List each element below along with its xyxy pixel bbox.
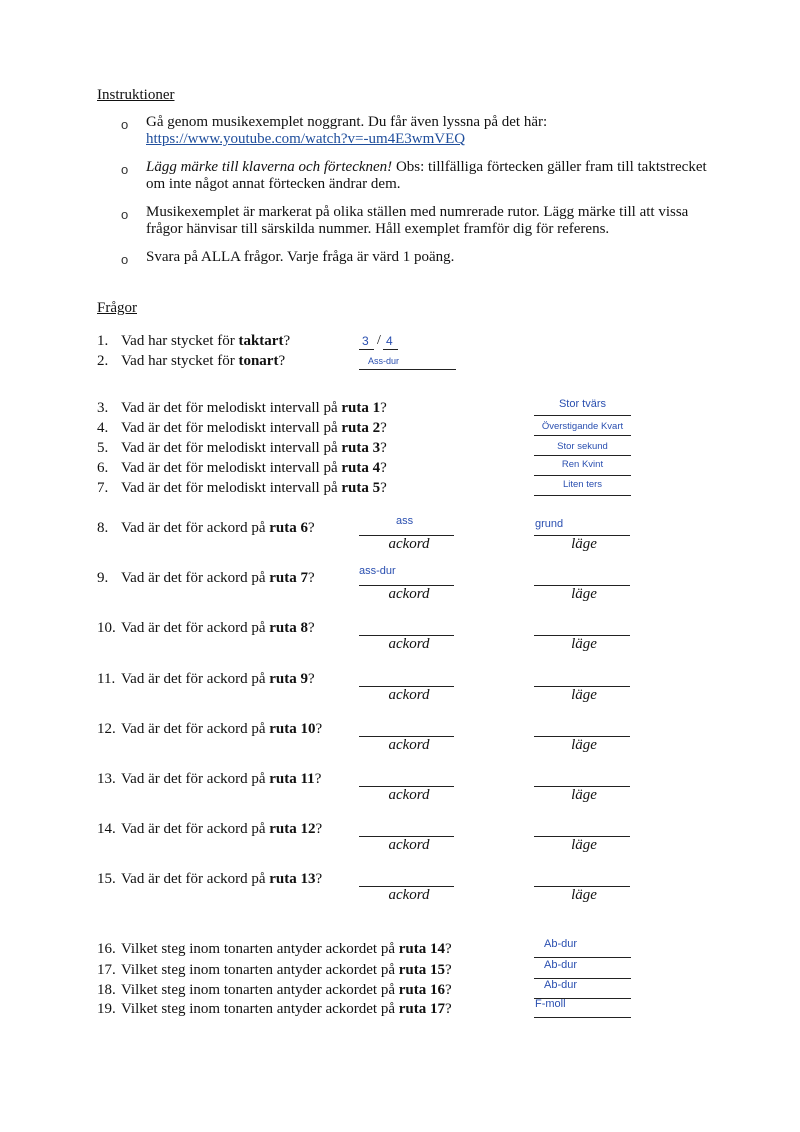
answer-line (534, 957, 631, 958)
chord-answer[interactable]: ass (396, 515, 414, 527)
chord-label: ackord (388, 686, 430, 703)
key-answer[interactable]: Ass-dur (368, 356, 400, 366)
slash: / (377, 333, 381, 348)
interval-answer[interactable]: Ren Kvint (561, 459, 604, 470)
interval-answer[interactable]: Liten ters (562, 479, 603, 490)
chord-label: ackord (388, 536, 430, 552)
bullet-icon: o (121, 207, 129, 222)
answer-line (534, 415, 631, 416)
time-signature-top-answer[interactable]: 3 (362, 334, 369, 348)
instruction-3-line1: Musikexemplet är markerat på olika ställen med numrerade rutor. Lägg märke till att vissa (146, 204, 689, 220)
answer-line (534, 435, 631, 436)
interval-answer[interactable]: Stor tvärs (558, 398, 607, 410)
position-label: läge (571, 636, 597, 653)
chord-question-12: 12. Vad är det för ackord på ruta 10? (97, 720, 323, 737)
position-label: läge (571, 736, 597, 753)
chord-question-10: 10. Vad är det för ackord på ruta 8? (97, 620, 315, 637)
question-1: 1. Vad har stycket för taktart? (97, 333, 291, 349)
bullet-icon: o (121, 252, 129, 267)
time-signature-bottom-answer[interactable]: 4 (386, 334, 393, 348)
instruction-2-line1: Lägg märke till klaverna och förtecknen! Obs: tillfälliga förtecken gäller fram till taktstrecket (146, 159, 707, 175)
chord-question-13: 13. Vad är det för ackord på ruta 11? (97, 771, 322, 787)
instruction-2-line2: om inte något annat förtecken ändrar dem. (146, 176, 401, 192)
chord-label: ackord (388, 787, 430, 803)
instruction-3-line2: frågor hänvisar till särskilda nummer. Håll exemplet framför dig för referens. (146, 221, 610, 237)
position-label: läge (571, 586, 597, 603)
interval-answer[interactable]: Stor sekund (557, 441, 608, 452)
step-question-16: 16. Vilket steg inom tonarten antyder ackordet på ruta 14? (97, 941, 452, 957)
instruction-4-text: Svara på ALLA frågor. Varje fråga är värd 1 poäng. (146, 249, 455, 265)
answer-line (534, 475, 631, 476)
chord-question-9: 9. Vad är det för ackord på ruta 7? (97, 570, 315, 587)
step-question-19: 19. Vilket steg inom tonarten antyder ackordet på ruta 17? (97, 1001, 452, 1017)
answer-line (359, 349, 374, 350)
interval-question-3: 3. Vad är det för melodiskt intervall på ruta 1? (97, 400, 387, 416)
instruction-1-text: Gå genom musikexemplet noggrant. Du får även lyssna på det här: (146, 114, 548, 130)
answer-line (383, 349, 398, 350)
interval-question-5: 5. Vad är det för melodiskt intervall på ruta 3? (97, 440, 387, 456)
instructions-heading: Instruktioner (97, 87, 175, 103)
position-answer[interactable]: grund (535, 518, 564, 530)
step-answer[interactable]: Ab-dur (544, 959, 578, 971)
answer-line (534, 455, 631, 456)
answer-line (534, 1017, 631, 1018)
bullet-icon: o (121, 117, 129, 132)
chord-label: ackord (388, 586, 430, 603)
questions-heading: Frågor (97, 300, 137, 316)
chord-label: ackord (388, 636, 430, 653)
chord-label: ackord (388, 837, 430, 854)
step-answer[interactable]: Ab-dur (544, 979, 578, 991)
instruction-2-emphasis: Lägg märke till klaverna och förtecknen! (146, 159, 393, 175)
position-label: läge (571, 536, 597, 552)
youtube-link[interactable]: https://www.youtube.com/watch?v=-um4E3wmVEQ (146, 131, 466, 147)
chord-question-8: 8. Vad är det för ackord på ruta 6? (97, 520, 315, 536)
interval-question-4: 4. Vad är det för melodiskt intervall på ruta 2? (97, 420, 387, 436)
step-question-18: 18. Vilket steg inom tonarten antyder ackordet på ruta 16? (97, 982, 452, 998)
interval-answer[interactable]: Överstigande Kvart (541, 421, 624, 432)
chord-question-11: 11. Vad är det för ackord på ruta 9? (97, 670, 315, 687)
step-answer[interactable]: F-moll (535, 998, 566, 1010)
chord-label: ackord (388, 736, 430, 753)
position-label: läge (571, 887, 597, 904)
position-label: läge (571, 787, 597, 803)
answer-line (359, 369, 456, 370)
chord-question-14: 14. Vad är det för ackord på ruta 12? (97, 821, 323, 838)
interval-question-7: 7. Vad är det för melodiskt intervall på ruta 5? (97, 480, 387, 496)
answer-line (534, 495, 631, 496)
bullet-icon: o (121, 162, 129, 177)
chord-label: ackord (388, 887, 430, 904)
interval-question-6: 6. Vad är det för melodiskt intervall på ruta 4? (97, 460, 387, 476)
chord-answer[interactable]: ass-dur (359, 565, 396, 578)
step-answer[interactable]: Ab-dur (544, 938, 578, 950)
question-2: 2. Vad har stycket för tonart? (97, 353, 286, 369)
position-label: läge (571, 686, 597, 703)
position-label: läge (571, 837, 597, 854)
step-question-17: 17. Vilket steg inom tonarten antyder ackordet på ruta 15? (97, 962, 452, 978)
chord-question-15: 15. Vad är det för ackord på ruta 13? (97, 871, 323, 888)
